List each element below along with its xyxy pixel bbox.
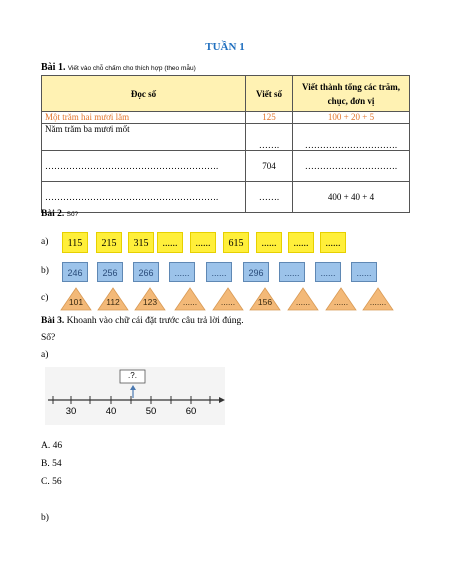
table-cell: 704 [246, 151, 293, 182]
blue-tile: 256 [97, 262, 123, 282]
yellow-box-blank[interactable]: ...... [157, 232, 183, 253]
blue-tile-blank[interactable]: ...... [315, 262, 341, 282]
option-b[interactable]: B. 54 [41, 459, 62, 469]
exercise-1-heading [41, 62, 196, 73]
option-a[interactable]: A. 46 [41, 441, 63, 451]
blue-tile: 296 [243, 262, 269, 282]
header-write-number: Viết số [246, 76, 293, 112]
marker-label: .?. [128, 371, 137, 380]
exercise-1-table [41, 75, 410, 213]
blue-tile-blank[interactable]: ...... [206, 262, 232, 282]
triangle-blank[interactable]: ....... [369, 297, 387, 307]
table-cell: Một trăm hai mươi lăm [42, 112, 246, 124]
table-cell[interactable]: …………………………………………………. [42, 182, 246, 213]
table-cell[interactable]: ……. [246, 182, 293, 213]
triangle-blank[interactable]: ...... [182, 297, 198, 307]
part-b-label: b) [41, 513, 49, 523]
exercise-3-question: Số? [41, 333, 56, 343]
exercise-1-instruction: Viết vào chỗ chấm cho thích hợp (theo mẫu) [67, 65, 196, 72]
tick-label: 40 [105, 406, 117, 417]
exercise-2-instruction: Số? [66, 211, 79, 218]
triangle-value: 123 [142, 297, 158, 307]
table-cell[interactable]: ……. [246, 124, 293, 151]
table-cell[interactable]: …………………………. [293, 124, 410, 151]
yellow-box-blank[interactable]: ...... [256, 232, 282, 253]
table-row [42, 182, 410, 213]
row-a-label: a) [41, 237, 49, 247]
row-b-label: b) [41, 266, 49, 276]
exercise-2-label: Bài 2. [41, 209, 65, 219]
triangle-value: 112 [106, 297, 120, 307]
arrow-head [219, 397, 225, 403]
table-cell: 100 + 20 + 5 [293, 112, 410, 124]
yellow-box-blank[interactable]: ...... [190, 232, 216, 253]
exercise-3-label: Bài 3. [41, 316, 65, 326]
header-sum-line1: Viết thành tổng các trăm, [302, 81, 400, 92]
triangle-blank[interactable]: ...... [220, 297, 236, 307]
yellow-box: 115 [62, 232, 88, 253]
option-c[interactable]: C. 56 [41, 477, 62, 487]
table-row [42, 124, 410, 151]
yellow-box-blank[interactable]: ...... [320, 232, 346, 253]
table-cell: 125 [246, 112, 293, 124]
header-sum [293, 76, 410, 112]
blue-tile-blank[interactable]: ...... [169, 262, 195, 282]
yellow-box: 315 [128, 232, 154, 253]
table-cell[interactable]: …………………………………………………. [42, 151, 246, 182]
blue-tile: 246 [62, 262, 88, 282]
row-c-label: c) [41, 293, 49, 303]
page-title: TUẦN 1 [205, 41, 245, 53]
yellow-box: 615 [223, 232, 249, 253]
triangle-value: 101 [68, 297, 84, 307]
marker-arrow-head [130, 385, 136, 390]
tick-label: 30 [65, 406, 77, 417]
exercise-1-label: Bài 1. [41, 62, 66, 73]
yellow-box: 215 [96, 232, 122, 253]
blue-tile-blank[interactable]: ...... [279, 262, 305, 282]
tick-label: 60 [185, 406, 197, 417]
exercise-3-heading [41, 316, 244, 326]
triangle-blank[interactable]: ...... [333, 297, 349, 307]
table-row [42, 112, 410, 124]
table-row [42, 151, 410, 182]
table-cell: 400 + 40 + 4 [293, 182, 410, 213]
exercise-2-heading [41, 209, 78, 219]
triangle-value: 156 [257, 297, 273, 307]
blue-tile-blank[interactable]: ...... [351, 262, 377, 282]
table-cell[interactable]: Năm trăm ba mươi mốt [42, 124, 246, 151]
header-sum-line2: chục, đơn vị [327, 95, 375, 106]
blue-tile: 266 [133, 262, 159, 282]
part-a-label: a) [41, 350, 49, 360]
table-cell[interactable]: …………………………. [293, 151, 410, 182]
tick-label: 50 [145, 406, 157, 417]
triangle-blank[interactable]: ...... [295, 297, 311, 307]
header-read-number: Đọc số [42, 76, 246, 112]
exercise-3-instruction: Khoanh vào chữ cái đặt trước câu trả lời đúng. [66, 316, 244, 326]
yellow-box-blank[interactable]: ...... [288, 232, 314, 253]
